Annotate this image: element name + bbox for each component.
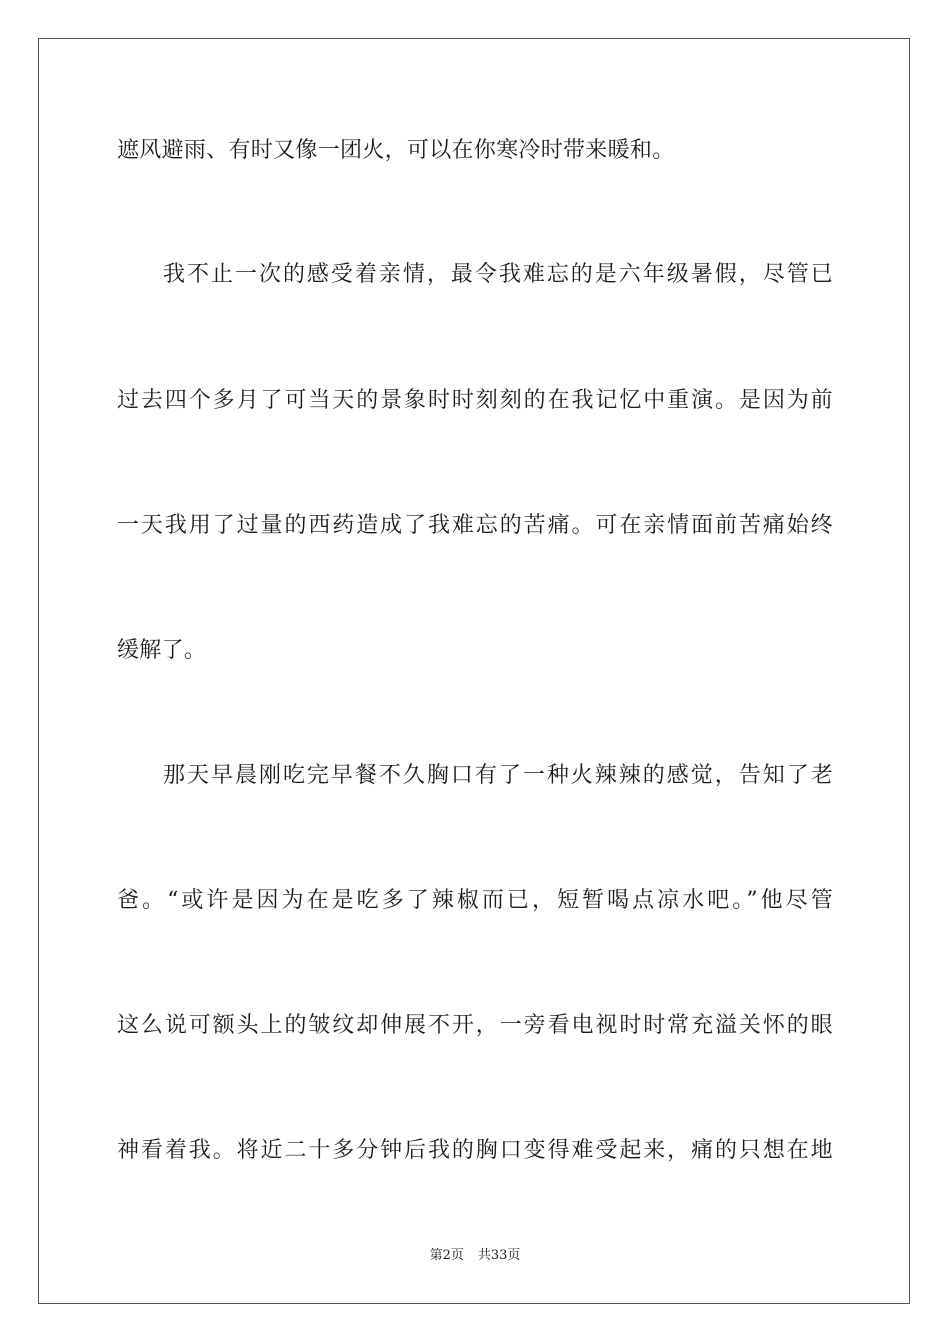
text-line: 过去四个多月了可当天的景象时时刻刻的在我记忆中重演。是因为前 xyxy=(117,388,833,413)
text-line: 遮风避雨、有时又像一团火，可以在你寒冷时带来暖和。 xyxy=(117,138,675,163)
text-line: 那天早晨刚吃完早餐不久胸口有了一种火辣辣的感觉，告知了老 xyxy=(163,763,833,788)
page-total: 共33页 xyxy=(477,1248,521,1263)
text-line: 这么说可额头上的皱纹却伸展不开，一旁看电视时时常充溢关怀的眼 xyxy=(117,1013,833,1038)
page-border xyxy=(38,38,910,1304)
text-line: 爸。“或许是因为在是吃多了辣椒而已，短暂喝点凉水吧。”他尽管 xyxy=(117,888,833,913)
text-line: 一天我用了过量的西药造成了我难忘的苦痛。可在亲情面前苦痛始终 xyxy=(117,513,833,538)
text-line: 缓解了。 xyxy=(117,638,207,663)
page-footer xyxy=(0,1248,950,1264)
text-line: 神看着我。将近二十多分钟后我的胸口变得难受起来，痛的只想在地 xyxy=(117,1138,833,1163)
page-number: 第2页 xyxy=(429,1248,464,1263)
text-line: 我不止一次的感受着亲情，最令我难忘的是六年级暑假，尽管已 xyxy=(163,262,833,287)
